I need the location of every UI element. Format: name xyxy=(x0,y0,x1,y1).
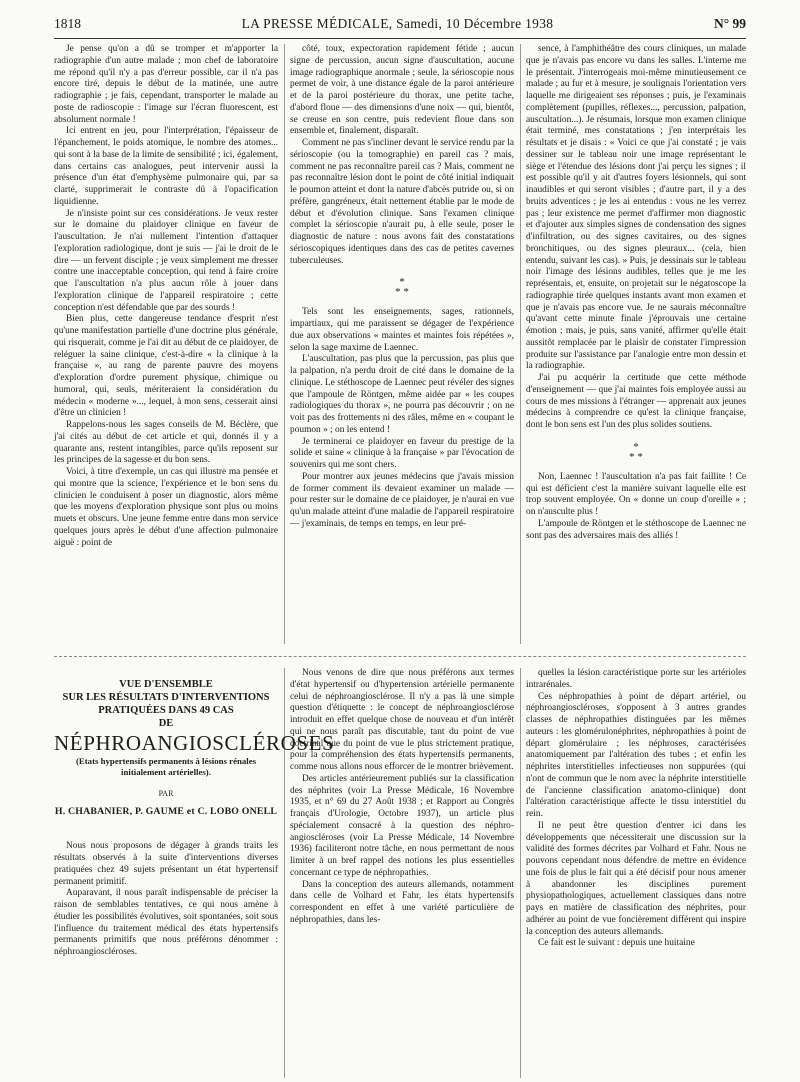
paragraph: J'ai pu acquérir la certitude que cette méthode d'enseignement — que j'ai maintes fois employée aussi au cours de mes missions à l'étranger — apprenait aux jeunes médecins à comprendre ce qu'est la clinique française, dont le bon sens est l'un des plus solides soutiens. xyxy=(526,373,746,430)
article-column-1 xyxy=(54,668,335,1078)
article-subtitle: (Etats hypertensifs permanents à lésions rénales initialement artérielles). xyxy=(75,755,257,777)
title-line: PRATIQUÉES DANS 49 CAS xyxy=(98,705,234,716)
paragraph: Rappelons-nous les sages conseils de M. Béclère, que j'ai cités au début de cet article et qui, donnés il y a quarante ans, restent intangibles, parce qu'ils reposent sur les principes de la sagesse et du bon sens. xyxy=(54,420,278,466)
paragraph: Je n'insiste point sur ces considérations. Je veux rester sur le domaine du plaidoyer clinique en faveur de l'auscultation. Je n'ai nullement l'intention d'attaquer l'exploration radiologique, dont je suis — j'ai le droit de le dire — un fervent disciple ; je veux simplement me dresser contre une inacceptable conception, qui tend à faire croire que l'auscultation n'a plus aucun rôle à jouer dans l'exploration clinique de l'appareil respiratoire ; cette conception n'est défendable que par des sourds ! xyxy=(54,208,278,313)
paragraph: L'ampoule de Röntgen et le stéthoscope de Laennec ne sont pas des adversaires mais des alliés ! xyxy=(526,518,746,541)
column-divider xyxy=(284,44,285,644)
paragraph: Des articles antérieurement publiés sur la classification des néphrites (voir La Presse Médicale, 16 Novembre 1935, et n° 69 du 27 Août 1938 ; et Rapport au Congrès français d'Urologie, Octobre 1937), un article plus spécialement consacré à la question des néphro-angioscléroses (voir La Presse Médicale, 14 Novembre 1936) faciliteront notre tâche, en nous permettant de nous limiter à un bref rappel des notions les plus essentielles concernant ce type de néphropathies. xyxy=(290,773,514,878)
paragraph: Tels sont les enseignements, sages, rationnels, impartiaux, qui me paraissent se dégager de l'expérience due aux observations « maintes et maintes fois répétées », selon la sage maxime de Laennec. xyxy=(290,307,514,353)
title-line: SUR LES RÉSULTATS D'INTERVENTIONS xyxy=(62,692,270,703)
top-column-3 xyxy=(526,44,746,644)
top-column-1 xyxy=(54,44,278,644)
issue-number: N° 99 xyxy=(713,16,746,31)
paragraph: sence, à l'amphithéâtre des cours cliniques, un malade que je n'avais pas encore vu dans les salles. L'interne me le présentait. J'interrogeais moi-même minutieusement ce malade ; au fur et à mesure, je soulignais l'orientation vers laquelle me dirigeaient ses réponses ; puis, je l'examinais complètement (pupilles, réflexes..., percussion, palpation, auscultation...). Je résumais, lorsque mon examen clinique était terminé, mes constatations ; j'en interprétais les résultats et je disais : « Voici ce que j'ai constaté ; je vais dessiner sur le tableau noir une image représentant le siège et l'étendue des lésions dont j'ai perçu les signes ; il est possible qu'il y ait d'autres foyers lésionnels, qui sont inaudibles et qui seront visibles ; d'autre part, il y a des bruits adventices ; je les ai entendus : vous ne les verrez pas ; leur existence me permet d'affirmer mon diagnostic et d'ajouter aux simples signes de condensation des signes d'infiltration, ou des signes cavitaires, ou des signes bronchitiques, ou des signes pleuraux... (cela, bien entendu, suivant les cas). » Puis, je dessinais sur le tableau noir l'image des lésions audibles, telles que je me les représentais, et, ensuite, on projetait sur le négatoscope la radiographie tirée quelques instants avant mon examen et que je n'avais pas encore vue. Je ne saurais méconnaître qu'avant cette minute finale j'éprouvais une certaine émotion ; mais, je puis, sans vanité, affirmer qu'elle était aussitôt remplacée par le plaisir de constater l'impression produite sur l'assistance par l'analogie entre mon dessin et la radiographie. xyxy=(526,44,746,372)
paragraph: Comment ne pas s'incliner devant le service rendu par la sérioscopie (ou la tomographie) en pareil cas ? mais, comment ne pas reconnaître pareil cas ? Mais, comment ne pas reconnaître lésion dont le point de côté initial indiquait le poumon atteint et dont la nature d'abcès putride ou, si on préfère, gangréneux, était nettement établie par le mode de début et d'évolution clinique. Sans l'examen clinique complet la sérioscopie n'aurait pu, à elle seule, poser le diagnostic de nature : nous avons fait des constatations sérioscopiques identiques dans des cas de petites cavernes tuberculeuses. xyxy=(290,138,514,266)
paragraph: Bien plus, cette dangereuse tendance d'esprit n'est qu'une manifestation partielle d'une doctrine plus générale, qui risquerait, comme je l'ai dit au début de ce plaidoyer, de reléguer la saine clinique, c'est-à-dire « la clinique à la française », au rang de parente pauvre des moyens d'exploration d'ordre purement physique, chimique ou humoral, qui, seuls, mériteraient la considération du médecin « moderne »..., lequel, à mon sens, cesserait ainsi d'être un clinicien ! xyxy=(54,314,278,419)
section-asterism: * * * xyxy=(629,440,643,463)
page-number: 1818 xyxy=(54,16,81,31)
journal-title: LA PRESSE MÉDICALE, Samedi, 10 Décembre 1938 xyxy=(241,16,554,31)
paragraph: Nous nous proposons de dégager à grands traits les résultats observés à la suite d'interventions diverses pratiquées chez 49 sujets présentant un état hypertensif permanent primitif. xyxy=(54,841,278,887)
paragraph: Pour montrer aux jeunes médecins que j'avais mission de former comment ils devaient examiner un malade — pour rester sur le domaine de ce plaidoyer, je n'aurai en vue qu'un malade atteint d'une maladie de l'appareil respiratoire — j'examinais, de temps en temps, en leur pré- xyxy=(290,471,514,529)
paragraph: Dans la conception des auteurs allemands, notamment dans celle de Volhard et Fahr, les états hypertensifs correspondent en effet à une variété particulière de néphropathies, dans les- xyxy=(290,879,514,925)
paragraph: Je pense qu'on a dû se tromper et m'apporter la radiographie d'un autre malade ; mon chef de laboratoire me répond qu'il n'y a pas d'erreur possible, car il n'a pas encore tiré, depuis le début de la matinée, une autre radiographie ; je fais, cependant, transporter le malade au poste de radioscopie : l'image sur l'écran fluorescent, est absolument normale ! xyxy=(54,44,278,125)
section-asterism: * * * xyxy=(395,276,409,299)
paragraph: Je terminerai ce plaidoyer en faveur du prestige de la solide et saine « clinique à la française » par l'évocation de souvenirs qui me sont chers. xyxy=(290,436,514,470)
column-divider xyxy=(284,668,285,1078)
paragraph: Ici entrent en jeu, pour l'interprétation, l'épaisseur de l'épanchement, le poids atomique, le nombre des atomes... qui sont à la base de la limite de sensibilité ; ici, également, dans certains cas analogues, peut intervenir aussi la présence d'un état d'emphysème pulmonaire qui, par sa clarté, supprimerait le contraste dû à l'opacification liquidienne. xyxy=(54,126,278,207)
column-divider xyxy=(520,668,521,1078)
column-divider xyxy=(520,44,521,644)
title-line: DE xyxy=(158,718,174,729)
header-rule xyxy=(54,38,746,39)
running-header xyxy=(54,16,746,36)
top-column-2 xyxy=(290,44,514,644)
article-separator xyxy=(54,656,746,657)
paragraph: quelles la lésion caractéristique porte sur les artérioles intrarénales. xyxy=(526,668,746,690)
paragraph: Ce fait est le suivant : depuis une huitaine xyxy=(538,938,695,949)
paragraph: côté, toux, expectoration rapidement fétide ; aucun signe de percussion, aucun signe d'auscultation, aucune image radiographique anormale ; seule, la sérioscopie nous permet de voir, à une distance égale de la paroi antérieure et de la paroi postérieure du thorax, une petite tache, d'abord floue — des dimensions d'une noix — qui, bientôt, se creuse en son centre, puis redevient floue dans son ensemble et, finalement, disparaît. xyxy=(290,44,514,137)
paragraph: Auparavant, il nous paraît indispensable de préciser la raison de semblables tentatives, ce qui nous amène à étudier les possibilités évolutives, soit spontanées, soit sous l'influence du traitement médical des états hypertensifs permanents primitifs que nous préférons dénommer : néphroangioscléroses. xyxy=(54,888,278,957)
article-heading xyxy=(54,678,335,817)
by-line: PAR xyxy=(158,788,174,798)
paragraph: Ces néphropathies à point de départ artériel, ou néphroangioscléroses, s'opposent à 3 autres grandes classes de néphropathies distinguées par les mêmes auteurs : les glomérulonéphrites, néphropathies à point de départ glomérulaire ; les néphroses, caractérisées anatomiquement par l'altération des tubes ; et enfin les néphrites interstitielles infectieuses non suppurées (qui n'ont de commun que le nom avec la néphrite interstitielle de l'ancienne classification anatomo-clinique) dont l'altération caractéristique affecte le tissu interstitiel du rein. xyxy=(526,691,746,819)
article-authors: H. CHABANIER, P. GAUME et C. LOBO ONELL xyxy=(54,805,278,817)
paragraph: Non, Laennec ! l'auscultation n'a pas fait faillite ! Ce qui est déficient c'est la manière suivant laquelle elle est trop souvent employée. On « donne un coup d'oreille » ; on n'ausculte plus ! xyxy=(526,471,746,517)
paragraph: Il ne peut être question d'entrer ici dans les développements que nécessiterait une discussion sur la validité des formes décrites par Volhard et Fahr. Nous ne pouvons cependant nous défendre de mettre en évidence une fois de plus le fait qui a été décisif pour nous amener à abandonner les disciplines purement physiopathologiques, actuellement classiques dans notre pays en matière de classification des néphrites, pour adhérer au point de vue foncièrement différent qui inspire la conception des auteurs allemands. xyxy=(526,820,746,937)
article-title: NÉPHROANGIOSCLÉROSES xyxy=(54,731,335,755)
paragraph: L'auscultation, pas plus que la percussion, pas plus que la palpation, n'a perdu droit de cité dans le domaine de la clinique. Le stéthoscope de Laennec peut révéler des signes que l'ampoule de Röntgen, même aidée par « les coupes radiologiques du thorax », ne pourra pas découvrir ; on ne voit pas des frottements ni des râles, même en « coupant le poumon » ; on les entend ! xyxy=(290,354,514,435)
paragraph: Nous venons de dire que nous préférons aux termes d'état hypertensif ou d'hypertension artérielle permanente celui de néphroangiosclérose. Il n'y a pas là une simple question d'étiquette : le concept de néphroangiosclérose introduit en effet quelque chose de nouveau et d'un intérêt qui ne nous paraît pas discutable, tant du point de vue doctrinal que du point de vue le plus strictement pratique, pour la compréhension des états hypertensifs permanents, comme nous allons nous efforcer de le montrer brièvement. xyxy=(290,668,514,772)
paragraph: Voici, à titre d'exemple, un cas qui illustre ma pensée et qui montre que la science, l'expérience et le bon sens du clinicien le conduisent à poser un diagnostic, alors même que les moyens d'exploration physique sont plus ou moins muets et obscurs. Une jeune femme entre dans mon service quelques jours après le début d'une affection pulmonaire aiguë : point de xyxy=(54,467,278,548)
article-column-2 xyxy=(290,668,514,1078)
title-line: VUE D'ENSEMBLE xyxy=(119,679,213,690)
article-column-3 xyxy=(526,668,746,1078)
